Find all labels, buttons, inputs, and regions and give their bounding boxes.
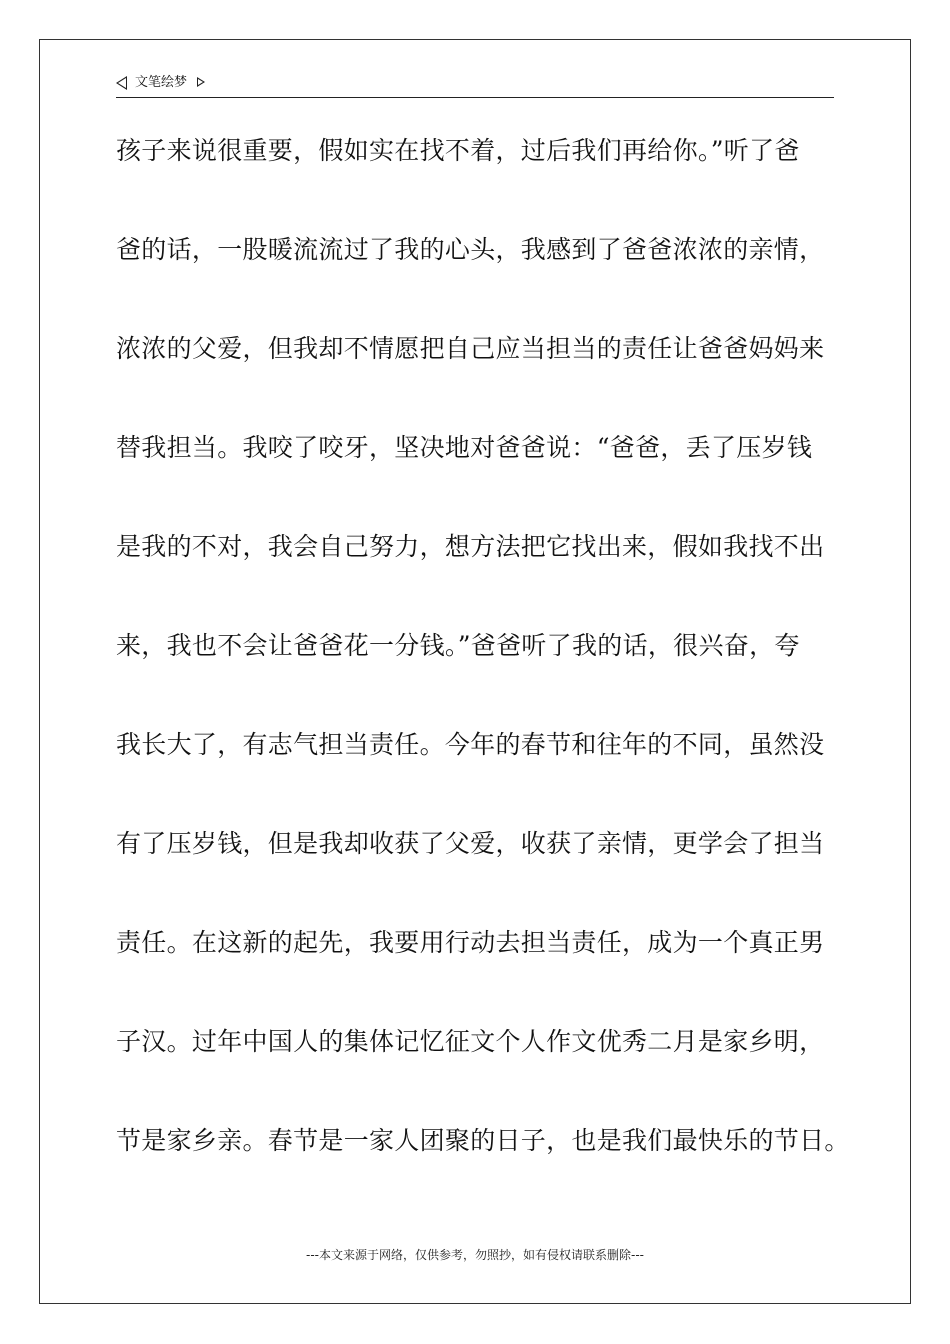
text-line: 责任。在这新的起先，我要用行动去担当责任，成为一个真正男: [116, 928, 825, 957]
article-body: [116, 127, 856, 1216]
text-line: 孩子来说很重要，假如实在找不着，过后我们再给你。”听了爸: [116, 136, 800, 165]
text-line: 我长大了，有志气担当责任。今年的春节和往年的不同，虽然没: [116, 730, 825, 759]
text-line: 有了压岁钱，但是我却收获了父爱，收获了亲情，更学会了担当: [116, 829, 825, 858]
footer-notice: ---本文来源于网络，仅供参考，勿照抄，如有侵权请联系删除---: [306, 1248, 644, 1262]
text-line: 子汉。过年中国人的集体记忆征文个人作文优秀二月是家乡明，: [116, 1027, 825, 1056]
text-line: 浓浓的父爱，但我却不情愿把自己应当担当的责任让爸爸妈妈来: [116, 334, 825, 363]
page-header: [116, 72, 834, 98]
text-line: 来，我也不会让爸爸花一分钱。”爸爸听了我的话，很兴奋，夸: [116, 631, 800, 660]
text-line: 替我担当。我咬了咬牙，坚决地对爸爸说：“爸爸，丢了压岁钱: [116, 433, 813, 462]
header-brand: 文笔绘梦: [135, 75, 188, 90]
triangle-left-icon: [116, 76, 127, 90]
text-line: 爸的话，一股暖流流过了我的心头，我感到了爸爸浓浓的亲情，: [116, 235, 825, 264]
text-line: 是我的不对，我会自己努力，想方法把它找出来，假如我找不出: [116, 532, 825, 561]
triangle-right-icon: [197, 77, 205, 87]
text-line: 节是家乡亲。春节是一家人团聚的日子，也是我们最快乐的节日。: [116, 1126, 850, 1155]
